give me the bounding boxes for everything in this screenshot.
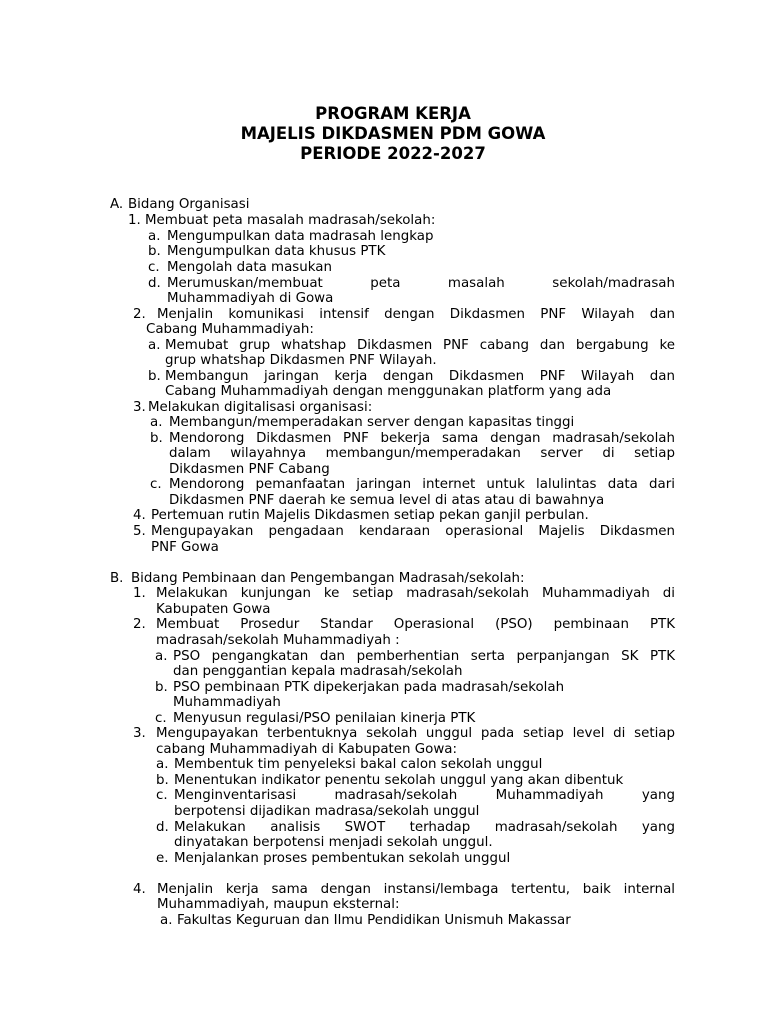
section-a-marker: A. (110, 197, 124, 212)
b1-text-line2: Kabupaten Gowa (156, 602, 271, 617)
a3a-text: Membangun/memperadakan server dengan kapasitas tinggi (169, 415, 575, 430)
title-line-1: PROGRAM KERJA (315, 104, 471, 123)
a2a-text-line1: Memubat grup whatshap Dikdasmen PNF cabang dan bergabung ke (165, 338, 675, 353)
b3d-text-line1: Melakukan analisis SWOT terhadap madrasah/sekolah yang (174, 820, 675, 835)
b2b-text-line2: Muhammadiyah (173, 695, 281, 710)
b2a-marker: a. (155, 649, 168, 664)
section-a-title: Bidang Organisasi (128, 197, 250, 212)
b3b-marker: b. (156, 773, 169, 788)
b4-marker: 4. (133, 882, 146, 897)
b4-text-line1: Menjalin kerja sama dengan instansi/lembaga tertentu, baik internal (157, 882, 675, 897)
b3c-text-line2: berpotensi dijadikan madrasa/sekolah unggul (174, 804, 480, 819)
a3c-text-line2: Dikdasmen PNF daerah ke semua level di atas atau di bawahnya (169, 493, 605, 508)
b4-text-line2: Muhammadiyah, maupun eksternal: (157, 897, 400, 912)
a4-text: Pertemuan rutin Majelis Dikdasmen setiap pekan ganjil perbulan. (151, 508, 589, 523)
b4a-marker: a. (160, 913, 173, 928)
b2c-marker: c. (155, 711, 167, 726)
a1a-text: Mengumpulkan data madrasah lengkap (167, 229, 434, 244)
a3a-marker: a. (150, 415, 163, 430)
b2a-text-line1: PSO pengangkatan dan pemberhentian serta perpanjangan SK PTK (173, 649, 675, 664)
a1-marker: 1. (128, 213, 141, 228)
a2-text-line1: Menjalin komunikasi intensif dengan Dikdasmen PNF Wilayah dan (157, 307, 675, 322)
b2b-marker: b. (155, 680, 168, 695)
b3c-marker: c. (156, 788, 168, 803)
a5-text-line2: PNF Gowa (151, 540, 219, 555)
a2-text-line2: Cabang Muhammadiyah: (146, 322, 314, 337)
a2-marker: 2. (133, 307, 146, 322)
a3-text: Melakukan digitalisasi organisasi: (148, 400, 373, 415)
a2b-text-line1: Membangun jaringan kerja dengan Dikdasmen PNF Wilayah dan (165, 369, 675, 384)
a2b-text-line2: Cabang Muhammadiyah dengan menggunakan platform yang ada (165, 384, 612, 399)
section-b-title: Bidang Pembinaan dan Pengembangan Madrasah/sekolah: (131, 571, 525, 586)
b3-text-line1: Mengupayakan terbentuknya sekolah unggul pada setiap level di setiap (156, 726, 675, 741)
a1d-text-line1: Merumuskan/membuat peta masalah sekolah/madrasah (167, 276, 675, 291)
a4-marker: 4. (133, 508, 146, 523)
b3d-text-line2: dinyatakan berpotensi menjadi sekolah unggul. (174, 835, 493, 850)
a3b-text-line3: Dikdasmen PNF Cabang (169, 462, 330, 477)
a1d-text-line2: Muhammadiyah di Gowa (167, 291, 334, 306)
a3-marker: 3. (133, 400, 146, 415)
b3-marker: 3. (133, 726, 146, 741)
a1c-text: Mengolah data masukan (167, 260, 332, 275)
a2b-marker: b. (148, 369, 161, 384)
b2b-text-line1: PSO pembinaan PTK dipekerjakan pada madrasah/sekolah (173, 680, 565, 695)
b1-marker: 1. (133, 586, 146, 601)
a2a-text-line2: grup whatshap Dikdasmen PNF Wilayah. (165, 353, 437, 368)
a3b-text-line2: dalam wilayahnya membangun/memperadakan server di setiap (169, 446, 675, 461)
b3a-marker: a. (156, 757, 169, 772)
a3c-marker: c. (150, 477, 162, 492)
b3b-text: Menentukan indikator penentu sekolah unggul yang akan dibentuk (174, 773, 624, 788)
a1d-marker: d. (148, 276, 161, 291)
a3b-text-line1: Mendorong Dikdasmen PNF bekerja sama dengan madrasah/sekolah (169, 431, 675, 446)
section-b-marker: B. (110, 571, 124, 586)
a1b-text: Mengumpulkan data khusus PTK (167, 244, 386, 259)
b3-text-line2: cabang Muhammadiyah di Kabupaten Gowa: (156, 742, 458, 757)
a3b-marker: b. (150, 431, 163, 446)
a1a-marker: a. (148, 229, 161, 244)
a1c-marker: c. (148, 260, 160, 275)
b3a-text: Membentuk tim penyeleksi bakal calon sekolah unggul (174, 757, 543, 772)
b3c-text-line1: Menginventarisasi madrasah/sekolah Muhammadiyah yang (174, 788, 675, 803)
a1b-marker: b. (148, 244, 161, 259)
title-line-2: MAJELIS DIKDASMEN PDM GOWA (240, 124, 546, 143)
a1-text: Membuat peta masalah madrasah/sekolah: (145, 213, 436, 228)
b1-text-line1: Melakukan kunjungan ke setiap madrasah/sekolah Muhammadiyah di (156, 586, 675, 601)
title-line-3: PERIODE 2022-2027 (300, 144, 486, 163)
b3e-marker: e. (156, 851, 169, 866)
b2-marker: 2. (133, 617, 146, 632)
a3c-text-line1: Mendorong pemanfaatan jaringan internet untuk lalulintas data dari (169, 477, 675, 492)
b2c-text: Menyusun regulasi/PSO penilaian kinerja PTK (173, 711, 476, 726)
a5-marker: 5. (133, 524, 146, 539)
b2-text-line1: Membuat Prosedur Standar Operasional (PSO) pembinaan PTK (156, 617, 675, 632)
b2a-text-line2: dan penggantian kepala madrasah/sekolah (173, 664, 463, 679)
b2-text-line2: madrasah/sekolah Muhammadiyah : (156, 633, 400, 648)
a5-text-line1: Mengupayakan pengadaan kendaraan operasional Majelis Dikdasmen (151, 524, 675, 539)
a2a-marker: a. (148, 338, 161, 353)
b3e-text: Menjalankan proses pembentukan sekolah unggul (174, 851, 511, 866)
b3d-marker: d. (156, 820, 169, 835)
b4a-text: Fakultas Keguruan dan Ilmu Pendidikan Unismuh Makassar (177, 913, 571, 928)
